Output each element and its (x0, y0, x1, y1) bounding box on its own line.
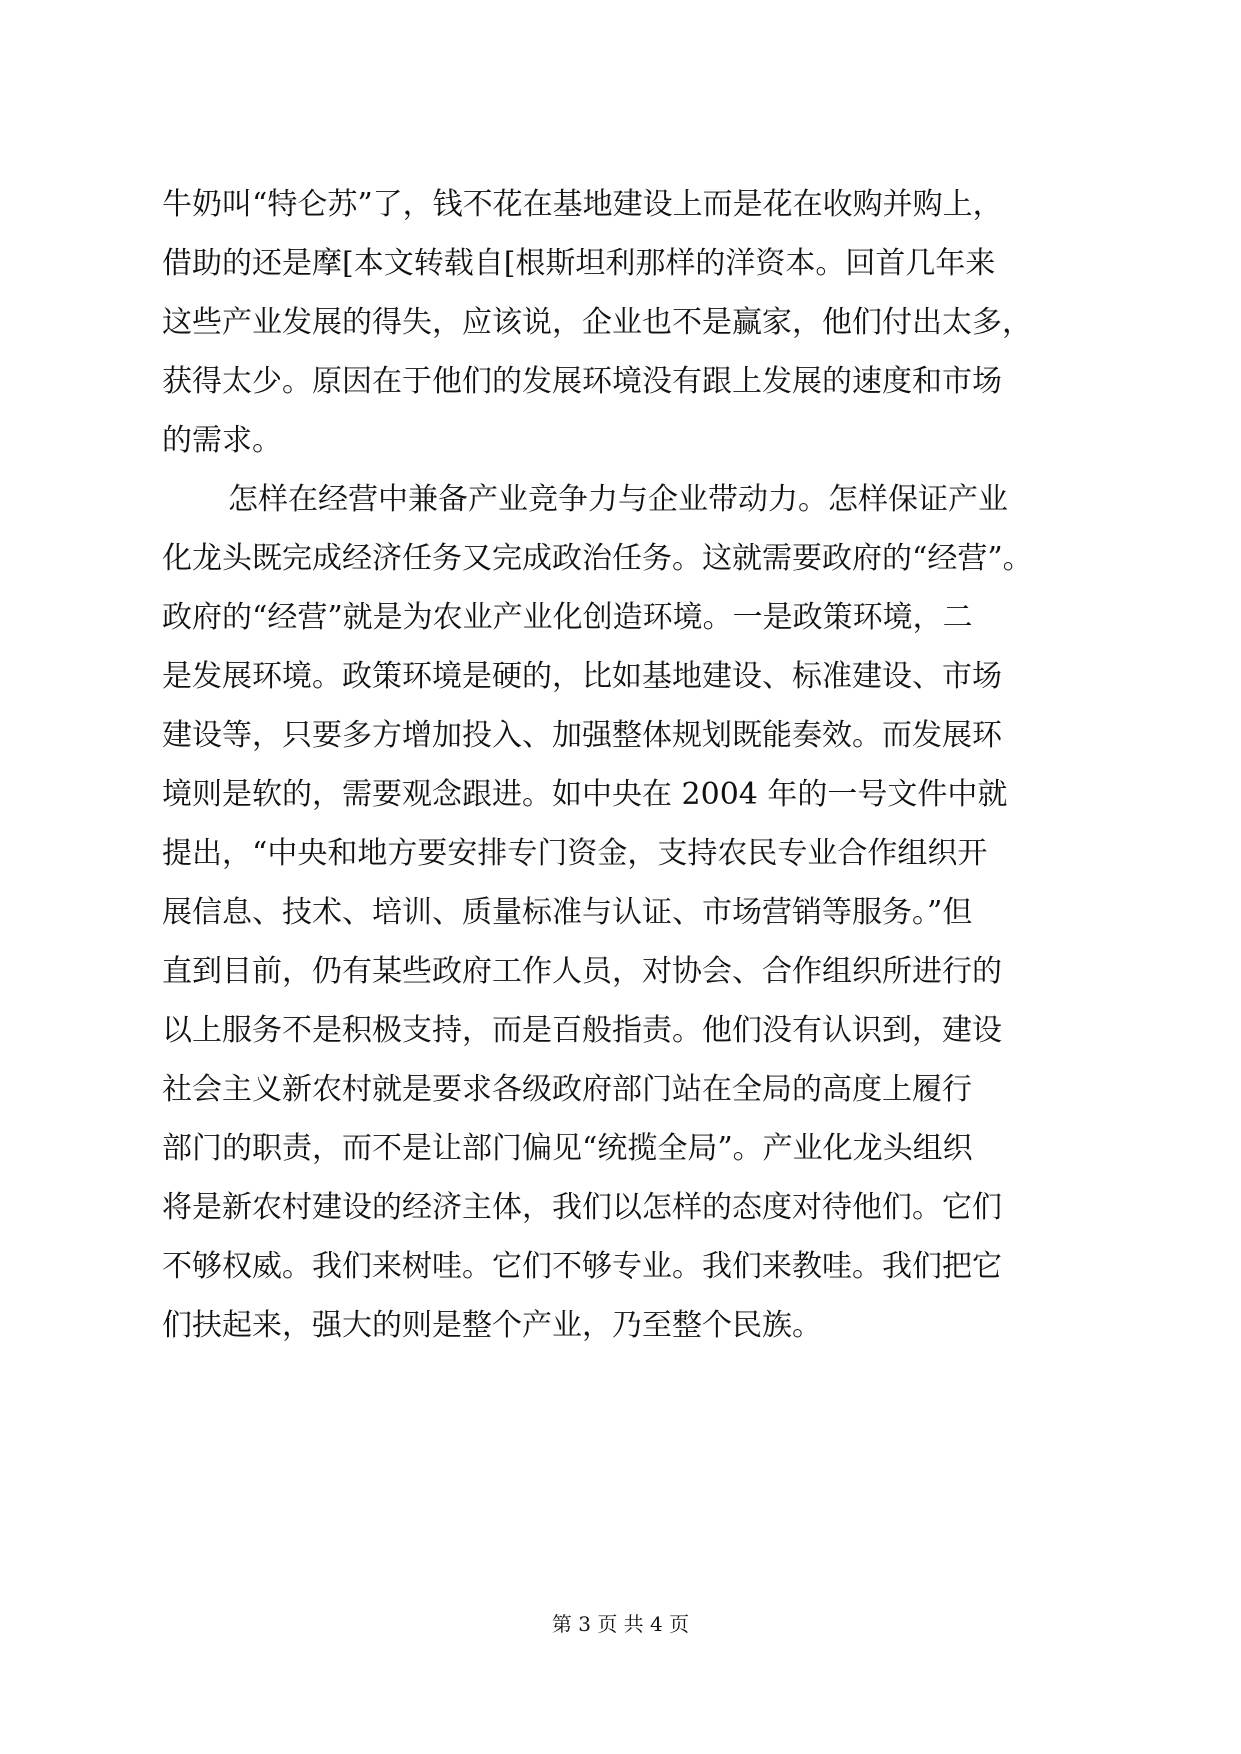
paragraph-first-line: 怎样在经营中兼备产业竞争力与企业带动力。怎样保证产业 (228, 482, 1008, 517)
page-number-footer: 第 3 页 共 4 页 (551, 1612, 690, 1636)
text-line: 部门的职责，而不是让部门偏见“统揽全局”。产业化龙头组织 (162, 1131, 973, 1166)
text-line: 获得太少。原因在于他们的发展环境没有跟上发展的速度和市场 (162, 364, 1002, 399)
text-line: 不够权威。我们来树哇。它们不够专业。我们来教哇。我们把它 (162, 1249, 1002, 1284)
text-line: 展信息、技术、培训、质量标准与认证、市场营销等服务。”但 (162, 895, 973, 930)
text-line: 以上服务不是积极支持，而是百般指责。他们没有认识到，建设 (162, 1013, 1002, 1048)
text-line: 是发展环境。政策环境是硬的，比如基地建设、标准建设、市场 (162, 659, 1002, 694)
text-line: 政府的“经营”就是为农业产业化创造环境。一是政策环境，二 (162, 600, 973, 635)
body-text (162, 175, 1080, 1355)
text-line: 借助的还是摩[本文转载自[根斯坦利那样的洋资本。回首几年来 (162, 246, 996, 281)
text-line: 直到目前，仍有某些政府工作人员，对协会、合作组织所进行的 (162, 954, 1002, 989)
text-line: 的需求。 (162, 423, 282, 458)
text-line: 们扶起来，强大的则是整个产业，乃至整个民族。 (162, 1308, 822, 1343)
text-line: 提出，“中央和地方要安排专门资金，支持农民专业合作组织开 (162, 836, 988, 871)
text-line: 社会主义新农村就是要求各级政府部门站在全局的高度上履行 (162, 1072, 972, 1107)
text-line: 这些产业发展的得失，应该说，企业也不是赢家，他们付出太多， (162, 305, 1032, 340)
text-line: 将是新农村建设的经济主体，我们以怎样的态度对待他们。它们 (162, 1190, 1002, 1225)
text-line: 化龙头既完成经济任务又完成政治任务。这就需要政府的“经营”。 (162, 541, 1033, 576)
text-line: 建设等，只要多方增加投入、加强整体规划既能奏效。而发展环 (162, 718, 1002, 753)
text-line: 牛奶叫“特仑苏”了，钱不花在基地建设上而是花在收购并购上， (162, 187, 1003, 222)
text-line: 境则是软的，需要观念跟进。如中央在 2004 年的一号文件中就 (162, 777, 1008, 812)
